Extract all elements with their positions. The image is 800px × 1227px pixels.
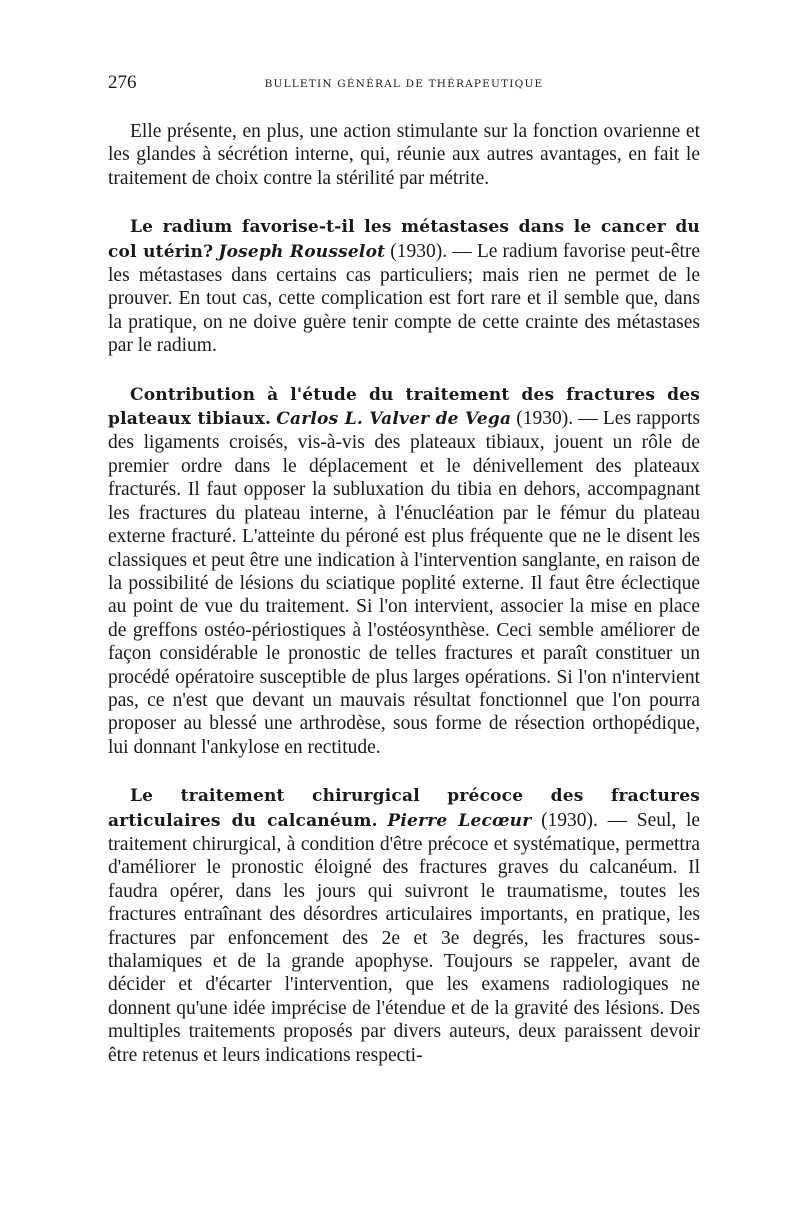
article-plateaux-tibiaux	[108, 383, 700, 760]
article-year: (1930).	[516, 408, 574, 430]
journal-title: BULLETIN GÉNÉRAL DE THÉRAPEUTIQUE	[264, 78, 544, 90]
article-author: Pierre Lecœur	[387, 810, 532, 831]
page-number: 276	[108, 72, 137, 93]
article-radium	[108, 215, 700, 357]
article-year: (1930).	[390, 240, 448, 262]
article-text: — Les rapports des ligaments croisés, vis-à-vis des plateaux tibiaux, jouent un rôle de premier ordre dans le déplacement et le dénivellement des plateaux fracturés. Il faut opposer la subluxation du tibia en dehors, accompagnant les fractures du plateau interne, à l'énucléation par le fémur du plateau externe fracturé. L'atteinte du péroné est plus fréquente que ne le disent les classiques et peut être une indication à l'intervention sanglante, en raison de la possibilité de lésions du sciatique poplité externe. Il faut être éclectique au point de vue du traitement. Si l'on intervient, associer la mise en place de greffons ostéo-périostiques à l'ostéosynthèse. Ceci semble améliorer de façon considérable le pronostic de telles fractures et paraît constituer un procédé opératoire susceptible de plus larges opérations. Si l'on n'intervient pas, ce n'est que devant un mauvais résultat fonctionnel que l'on pourra proposer au blessé une arthrodèse, sous forme de résection orthopédique, lui donnant l'ankylose en rectitude.	[108, 408, 701, 758]
article-year: (1930).	[541, 809, 598, 831]
article-title: Le radium favorise-t-il les métastases dans le cancer du col utérin?	[108, 217, 700, 262]
body-text	[108, 120, 700, 1067]
intro-paragraph: Elle présente, en plus, une action stimulante sur la fonction ovarienne et les glandes à sécrétion interne, qui, réunie aux autres avantages, en fait le traitement de choix contre la stérilité par métrite.	[108, 121, 700, 189]
article-text: — Seul, le traitement chirurgical, à condition d'être précoce et systématique, permettra d'améliorer le pronostic éloigné des fractures graves du calcanéum. Il faudra opérer, dans les jours qui suivront le traumatisme, toutes les fractures entraînant des désordres articulaires importants, en pratique, les fractures par enfoncement des 2e et 3e degrés, les fractures sous-thalamiques et de la grande apophyse. Toujours se rappeler, avant de décider et d'écarter l'intervention, que les examens radiologiques ne donnent qu'une idée imprécise de l'étendue et de la gravité des lésions. Des multiples traitements proposés par divers auteurs, deux paraissent devoir être retenus et leurs indications respecti-	[108, 809, 701, 1066]
article-text: — Le radium favorise peut-être les métastases dans certains cas particuliers; mais rien ne permet de le prouver. En tout cas, cette complication est fort rare et il semble que, dans la pratique, on ne doive guère tenir compte de cette crainte des métastases par le radium.	[108, 240, 701, 357]
article-calcaneum	[108, 784, 700, 1067]
document-page	[108, 72, 700, 1092]
article-author: Carlos L. Valver de Vega	[276, 409, 512, 430]
article-title: Le traitement chirurgical précoce des fractures articulaires du calcanéum.	[108, 786, 700, 831]
article-author: Joseph Rousselot	[218, 241, 386, 262]
article-title: Contribution à l'étude du traitement des fractures des plateaux tibiaux.	[108, 384, 700, 430]
running-head	[108, 72, 700, 102]
